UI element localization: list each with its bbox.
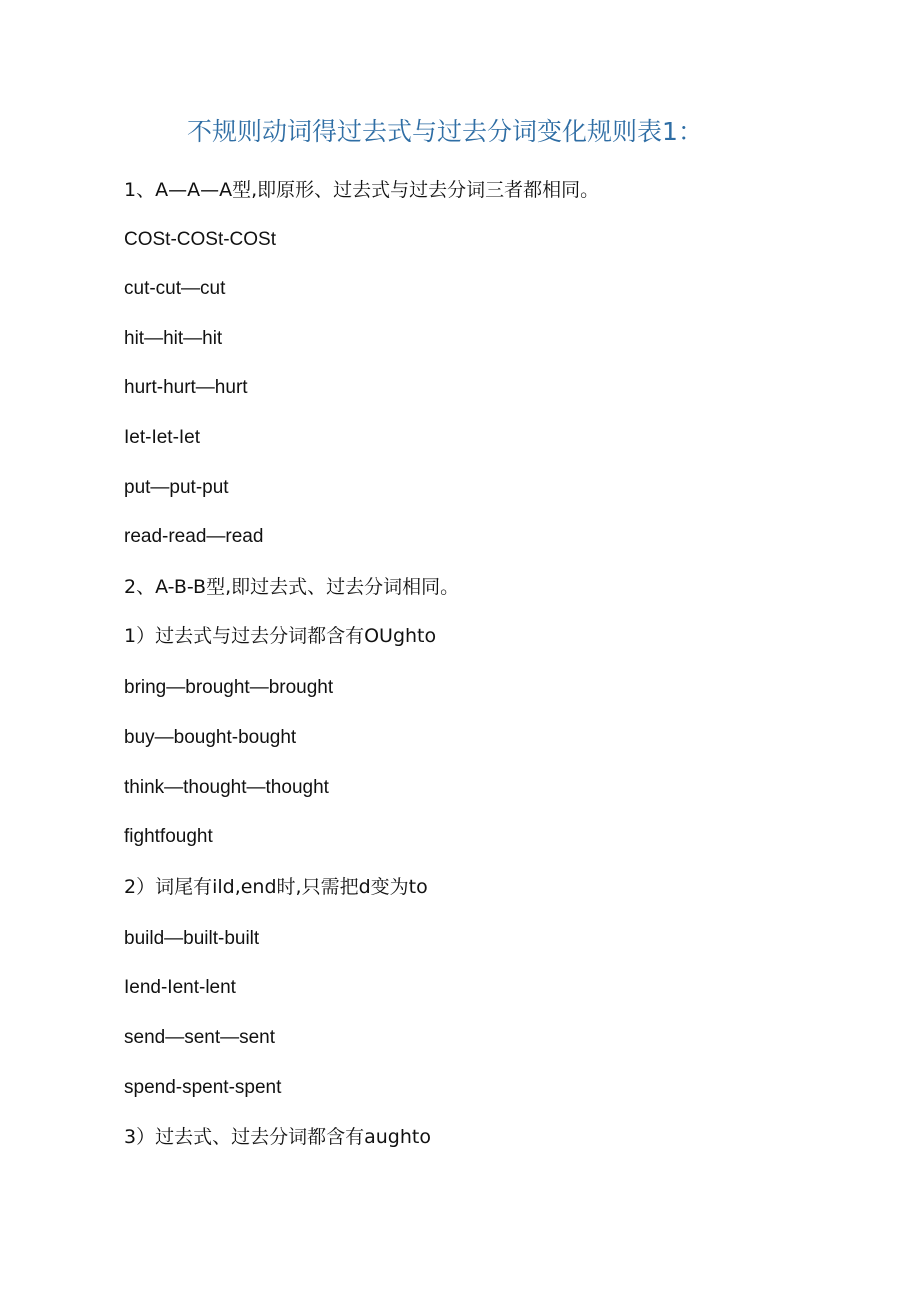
verb-rule-list (124, 170, 884, 1167)
section-heading: 1、A—A—A型,即原形、过去式与过去分词三者都相同。 (124, 179, 600, 201)
verb-entry: build—built-built (124, 927, 260, 949)
verb-entry: hit—hit—hit (124, 327, 223, 349)
verb-entry: cut-cut—cut (124, 278, 226, 300)
subsection-heading: 1）过去式与过去分词都含有OUghto (124, 625, 437, 648)
subsection-heading: 3）过去式、过去分词都含有aughto (124, 1126, 431, 1149)
verb-entry: put—put-put (124, 476, 229, 498)
verb-entry: Iend-Ient-lent (124, 977, 236, 999)
document-title: 不规则动词得过去式与过去分词变化规则表1： (187, 117, 703, 146)
verb-entry: send—sent—sent (124, 1026, 276, 1048)
verb-entry: read-read—read (124, 526, 264, 548)
section-heading: 2、A-B-B型,即过去式、过去分词相同。 (124, 575, 460, 598)
verb-entry: bring—brought—brought (124, 677, 334, 699)
verb-entry: buy—bought-bought (124, 726, 297, 748)
verb-entry: COSt-COSt-COSt (124, 228, 277, 250)
verb-entry: hurt-hurt—hurt (124, 377, 248, 399)
verb-entry: spend-spent-spent (124, 1076, 282, 1098)
verb-entry: fightfought (124, 826, 213, 848)
subsection-heading: 2）词尾有ild,end时,只需把d变为to (124, 875, 428, 898)
verb-entry: think—thought—thought (124, 776, 329, 798)
verb-entry: Iet-Iet-Iet (124, 426, 201, 448)
